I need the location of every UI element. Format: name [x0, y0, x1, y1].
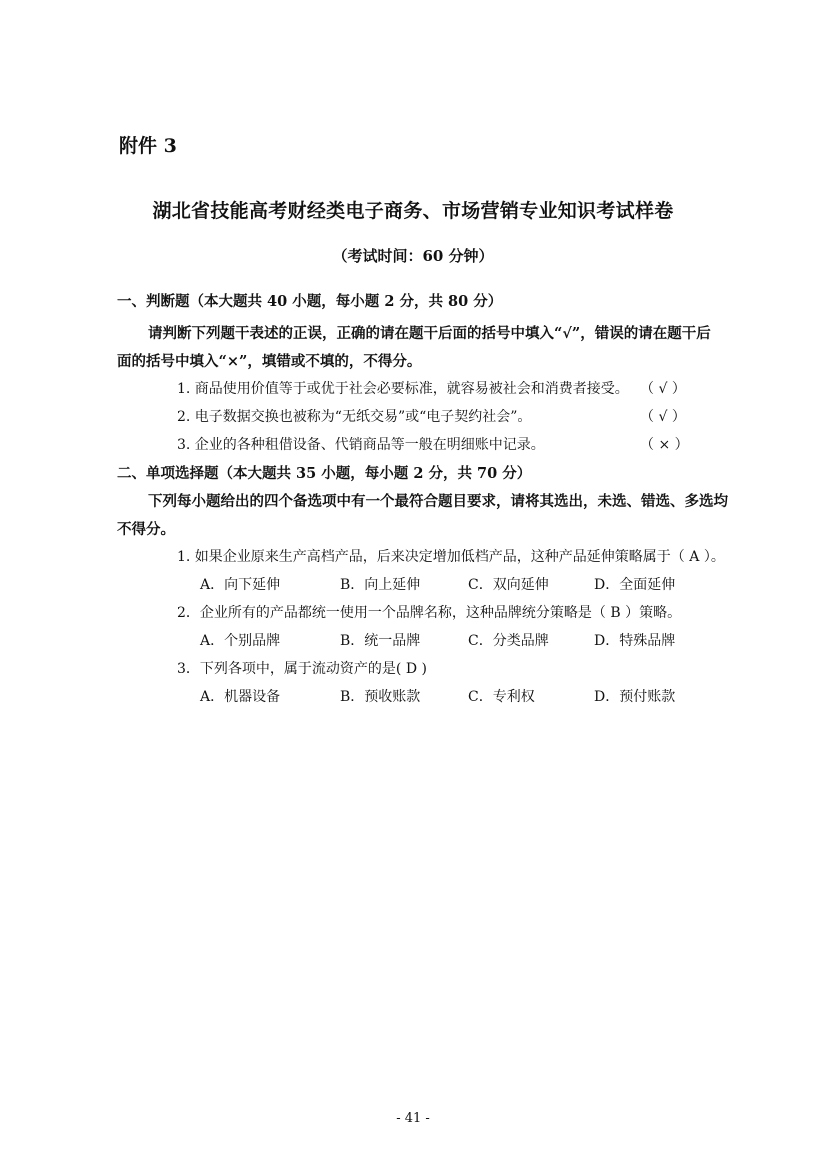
choice-q3-option-d: D．预付账款 [594, 689, 676, 705]
choice-question-2: 2．企业所有的产品都统一使用一个品牌名称，这种品牌统分策略是（ B ）策略。 [177, 605, 682, 621]
judgment-question-1: 1. 商品使用价值等于或优于社会必要标准，就容易被社会和消费者接受。 [177, 381, 629, 397]
choice-q1-option-b: B．向上延伸 [340, 577, 421, 593]
choice-q3-option-b: B．预收账款 [340, 689, 421, 705]
choice-q3-option-c: C．专利权 [468, 689, 535, 705]
judgment-answer-1: （ √ ） [640, 381, 686, 397]
judgment-question-2: 2. 电子数据交换也被称为“无纸交易”或“电子契约社会”。 [177, 409, 532, 425]
section2-instruction-line1: 下列每小题给出的四个备选项中有一个最符合题目要求，请将其选出，未选、错选、多选均 [148, 493, 728, 510]
page-number: - 41 - [396, 1111, 430, 1126]
section1-heading: 一、判断题（本大题共 40 小题，每小题 2 分，共 80 分） [117, 293, 503, 310]
judgment-answer-3: （ × ） [640, 437, 689, 453]
section2-instruction-line2: 不得分。 [117, 521, 175, 538]
choice-q1-option-d: D．全面延伸 [594, 577, 676, 593]
choice-q2-option-b: B．统一品牌 [340, 633, 421, 649]
choice-q1-option-a: A．向下延伸 [200, 577, 281, 593]
exam-title: 湖北省技能高考财经类电子商务、市场营销专业知识考试样卷 [152, 200, 674, 222]
choice-question-3: 3．下列各项中，属于流动资产的是( D ) [177, 661, 427, 677]
exam-duration: （考试时间：60 分钟） [332, 247, 494, 265]
choice-q2-option-a: A．个别品牌 [200, 633, 281, 649]
section1-instruction-line2: 面的括号中填入“×”，填错或不填的，不得分。 [117, 353, 422, 370]
judgment-answer-2: （ √ ） [640, 409, 686, 425]
section2-heading: 二、单项选择题（本大题共 35 小题，每小题 2 分，共 70 分） [117, 465, 532, 482]
section1-instruction-line1: 请判断下列题干表述的正误，正确的请在题干后面的括号中填入“√”，错误的请在题干后 [148, 325, 711, 342]
choice-q1-option-c: C．双向延伸 [468, 577, 549, 593]
judgment-question-3: 3. 企业的各种租借设备、代销商品等一般在明细账中记录。 [177, 437, 545, 453]
choice-q2-option-d: D．特殊品牌 [594, 633, 676, 649]
choice-q3-option-a: A．机器设备 [200, 689, 281, 705]
choice-q2-option-c: C．分类品牌 [468, 633, 549, 649]
attachment-label: 附件 3 [119, 135, 177, 157]
choice-question-1: 1. 如果企业原来生产高档产品，后来决定增加低档产品，这种产品延伸策略属于（ A ）。 [177, 549, 725, 565]
